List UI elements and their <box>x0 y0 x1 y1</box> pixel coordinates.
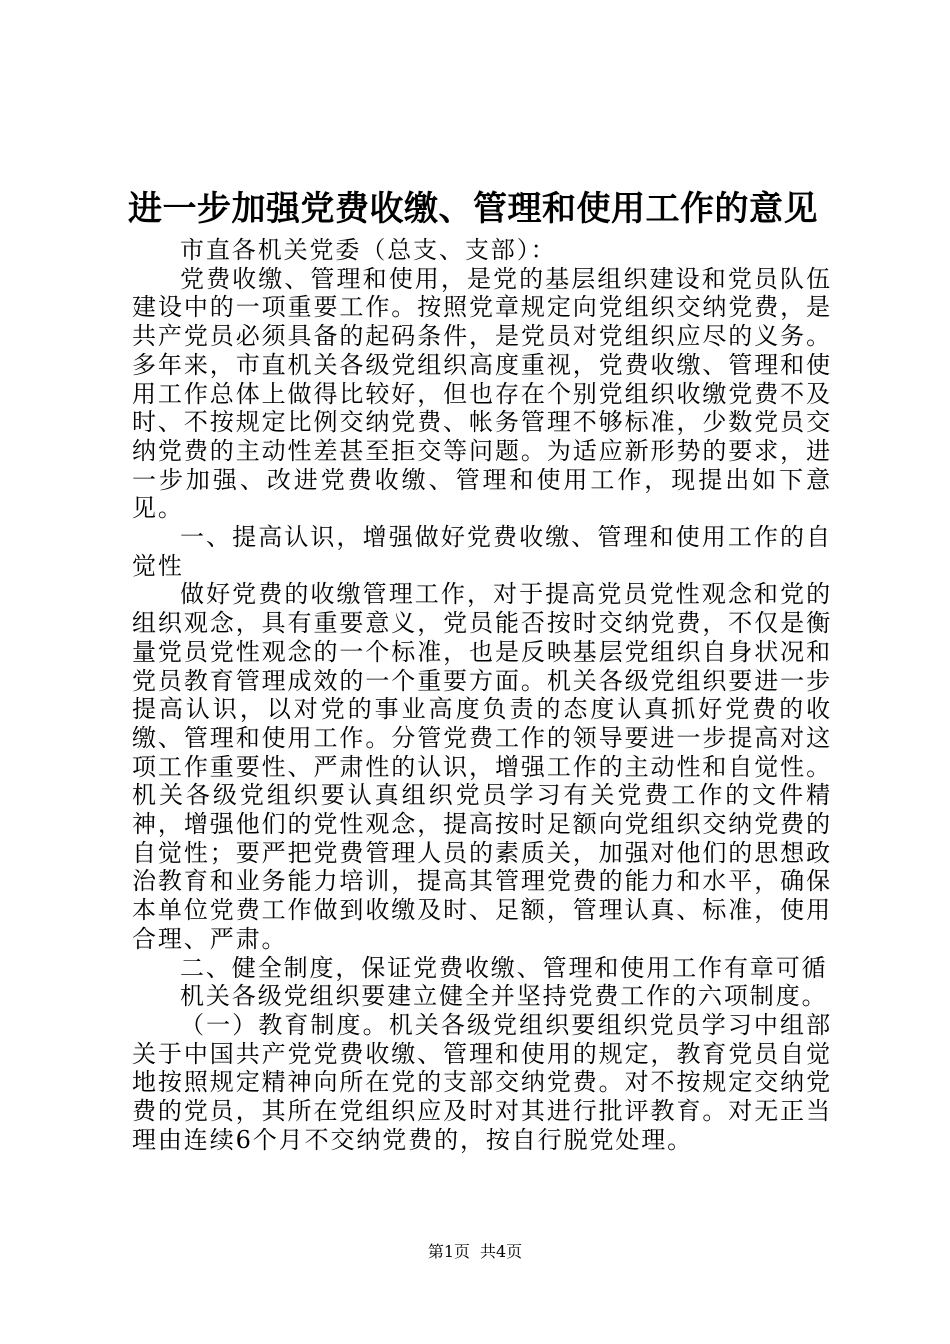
paragraph-section-2-intro: 机关各级党组织要建立健全并坚持党费工作的六项制度。 <box>180 982 828 1011</box>
paragraph-intro: 党费收缴、管理和使用，是党的基层组织建设和党员队伍建设中的一项重要工作。按照党章规定向党组织交纳党费，是共产党员必须具备的起码条件，是党员对党组织应尽的义务。多年来，市直机关各级党组织高度重视，党费收缴、管理和使用工作总体上做得比较好，但也存在个别党组织收缴党费不及时、不按规定比例交纳党费、帐务管理不够标准，少数党员交纳党费的主动性差甚至拒交等问题。为适应新形势的要求，进一步加强、改进党费收缴、管理和使用工作，现提出如下意见。 <box>132 264 832 523</box>
page-total: 共4页 <box>480 1242 523 1261</box>
page-number: 第1页 <box>427 1242 470 1261</box>
section-heading-1: 一、提高认识，增强做好党费收缴、管理和使用工作的自觉性 <box>132 523 832 580</box>
document-body <box>132 236 832 1155</box>
paragraph-section-1: 做好党费的收缴管理工作，对于提高党员党性观念和党的组织观念，具有重要意义，党员能否按时交纳党费，不仅是衡量党员党性观念的一个标准，也是反映基层党组织自身状况和党员教育管理成效的一个重要方面。机关各级党组织要进一步提高认识，以对党的事业高度负责的态度认真抓好党费的收缴、管理和使用工作。分管党费工作的领导要进一步提高对这项工作重要性、严肃性的认识，增强工作的主动性和自觉性。机关各级党组织要认真组织党员学习有关党费工作的文件精神，增强他们的党性观念，提高按时足额向党组织交纳党费的自觉性；要严把党费管理人员的素质关，加强对他们的思想政治教育和业务能力培训，提高其管理党费的能力和水平，确保本单位党费工作做到收缴及时、足额，管理认真、标准，使用合理、严肃。 <box>132 580 832 953</box>
salutation: 市直各机关党委（总支、支部）： <box>180 236 557 264</box>
document-title: 进一步加强党费收缴、管理和使用工作的意见 <box>128 189 818 229</box>
paragraph-education-system: （一）教育制度。机关各级党组织要组织党员学习中组部关于中国共产党党费收缴、管理和使用的规定，教育党员自觉地按照规定精神向所在党的支部交纳党费。对不按规定交纳党费的党员，其所在党组织应及时对其进行批评教育。对无正当理由连续6个月不交纳党费的，按自行脱党处理。 <box>132 1010 832 1154</box>
section-heading-2: 二、健全制度，保证党费收缴、管理和使用工作有章可循 <box>180 953 828 982</box>
page-footer <box>0 1240 950 1264</box>
